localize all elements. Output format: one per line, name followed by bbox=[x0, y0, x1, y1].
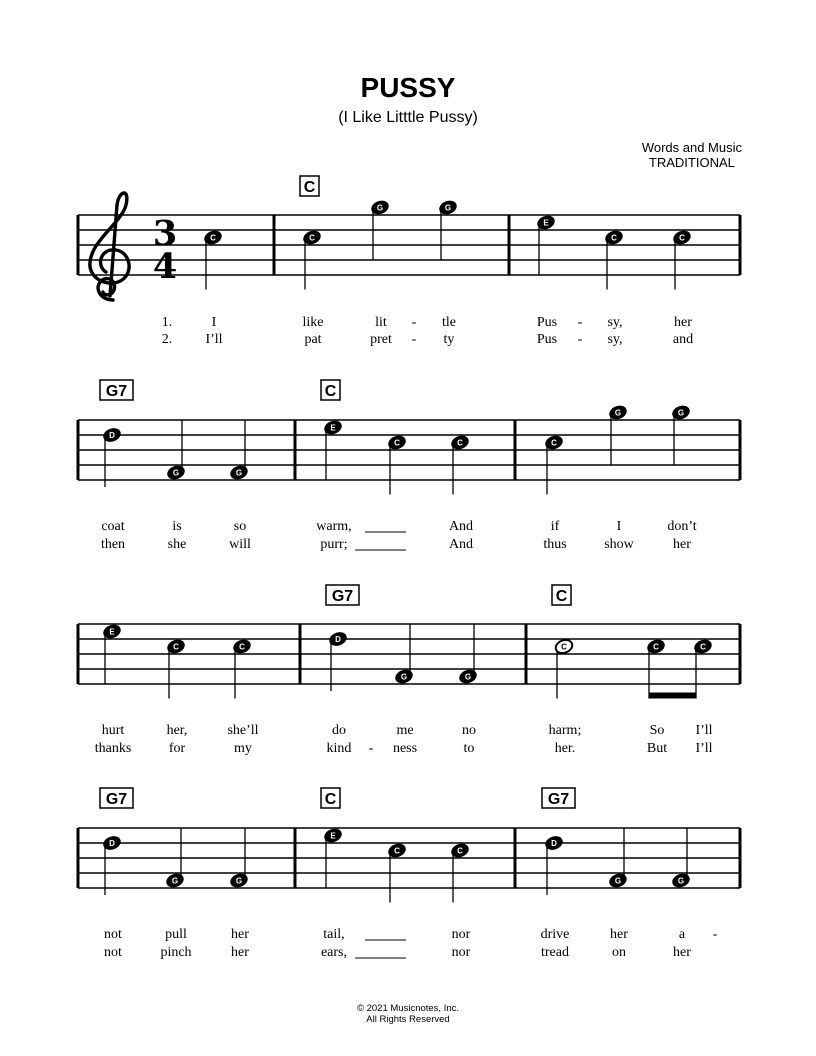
note-letter: D bbox=[109, 431, 115, 440]
lyric-verse-1: And bbox=[448, 519, 474, 534]
chord-symbol: C bbox=[303, 179, 316, 196]
note-letter: G bbox=[235, 876, 243, 886]
lyric-verse-2: my bbox=[234, 741, 252, 756]
lyric-verse-1: I’ll bbox=[695, 723, 713, 738]
lyric-verse-1: lit bbox=[375, 315, 387, 330]
lyric-verse-2: sy, bbox=[607, 332, 623, 347]
note-letter: C bbox=[679, 233, 685, 243]
lyric-verse-2: ness bbox=[392, 741, 418, 756]
lyric-verse-2: pat bbox=[304, 332, 322, 347]
note-letter: G bbox=[614, 876, 622, 886]
lyric-hyphen: - bbox=[577, 315, 583, 330]
lyric-verse-2: not bbox=[104, 945, 122, 960]
lyric-verse-1: her bbox=[231, 927, 249, 942]
lyric-verse-2: thanks bbox=[94, 741, 132, 756]
lyric-verse-2: And bbox=[448, 537, 474, 552]
lyric-verse-1: drive bbox=[540, 927, 570, 942]
note-head bbox=[670, 871, 691, 889]
note-letter: C bbox=[309, 233, 315, 243]
staff-system bbox=[78, 176, 740, 347]
copyright-line-1: © 2021 Musicnotes, Inc. bbox=[356, 1003, 460, 1014]
treble-clef-icon bbox=[90, 193, 129, 300]
note-letter: G bbox=[172, 468, 180, 478]
note-letter: D bbox=[109, 839, 115, 848]
note-letter: G bbox=[444, 203, 452, 213]
note-letter: C bbox=[239, 642, 245, 652]
note-letter: G bbox=[614, 408, 622, 418]
note-letter: G bbox=[677, 876, 685, 886]
credit-line-2: TRADITIONAL bbox=[648, 155, 735, 170]
note-letter: D bbox=[551, 839, 557, 848]
verse-number: 1. bbox=[161, 315, 173, 330]
note-letter: C bbox=[210, 233, 216, 243]
note-head bbox=[457, 667, 478, 685]
lyric-verse-1: tle bbox=[442, 315, 456, 330]
note-letter: C bbox=[551, 438, 557, 448]
lyric-verse-2: purr; bbox=[320, 537, 348, 552]
time-signature-bottom: 4 bbox=[152, 246, 178, 287]
lyric-verse-1: do bbox=[332, 723, 346, 738]
lyric-verse-2: show bbox=[604, 537, 634, 552]
lyric-verse-1: not bbox=[104, 927, 122, 942]
staff-system bbox=[78, 788, 740, 960]
note-letter: C bbox=[457, 438, 463, 448]
lyric-verse-2: I’ll bbox=[205, 332, 223, 347]
note-beam bbox=[649, 693, 696, 699]
lyric-verse-2: then bbox=[100, 537, 126, 552]
copyright-line-2: All Rights Reserved bbox=[366, 1014, 450, 1025]
lyric-verse-1: no bbox=[462, 723, 476, 738]
note-letter: C bbox=[700, 642, 706, 652]
lyric-hyphen: - bbox=[368, 741, 374, 756]
lyric-verse-2: for bbox=[168, 741, 186, 756]
note-letter: C bbox=[173, 642, 179, 652]
lyric-verse-1: her, bbox=[166, 723, 188, 738]
lyric-verse-1: don’t bbox=[667, 519, 697, 534]
chord-symbol: C bbox=[324, 383, 337, 400]
note-head bbox=[164, 871, 185, 889]
lyric-verse-1: her bbox=[610, 927, 628, 942]
chord-symbol: G7 bbox=[105, 383, 128, 400]
lyric-verse-1: So bbox=[649, 723, 665, 738]
lyric-verse-1: like bbox=[302, 315, 324, 330]
lyric-hyphen: - bbox=[712, 927, 718, 942]
note-letter: G bbox=[376, 203, 384, 213]
lyric-verse-2: I’ll bbox=[695, 741, 713, 756]
staff-system bbox=[78, 585, 740, 756]
chord-symbol: G7 bbox=[547, 791, 570, 808]
note-head bbox=[228, 871, 249, 889]
chord-symbol: C bbox=[324, 791, 337, 808]
note-letter: G bbox=[171, 876, 179, 886]
lyric-verse-2: tread bbox=[541, 945, 569, 960]
note-head bbox=[165, 463, 186, 481]
lyric-verse-1: if bbox=[550, 519, 560, 534]
lyric-verse-1: I bbox=[211, 315, 217, 330]
lyric-verse-2: pinch bbox=[160, 945, 192, 960]
lyric-verse-1: tail, bbox=[323, 927, 345, 942]
lyric-verse-2: will bbox=[229, 537, 251, 552]
note-letter: G bbox=[677, 408, 685, 418]
song-subtitle: (I Like Litttle Pussy) bbox=[338, 109, 478, 126]
note-letter: G bbox=[400, 672, 408, 682]
lyric-verse-1: hurt bbox=[101, 723, 125, 738]
note-head bbox=[607, 871, 628, 889]
note-letter: D bbox=[335, 635, 341, 644]
note-letter: E bbox=[330, 831, 336, 841]
lyric-verse-2: pret bbox=[370, 332, 392, 347]
lyric-verse-2: Pus bbox=[536, 332, 558, 347]
time-signature-top: 3 bbox=[152, 213, 178, 254]
lyric-verse-2: her bbox=[673, 945, 691, 960]
lyric-verse-1: is bbox=[172, 519, 182, 534]
note-letter: C bbox=[457, 846, 463, 856]
credit-line-1: Words and Music bbox=[641, 140, 742, 155]
lyric-verse-2: her bbox=[231, 945, 249, 960]
lyric-verse-2: she bbox=[167, 537, 187, 552]
lyric-verse-1: nor bbox=[451, 927, 471, 942]
lyric-verse-2: her. bbox=[554, 741, 576, 756]
lyric-verse-1: a bbox=[678, 927, 686, 942]
note-letter: E bbox=[543, 218, 549, 228]
lyric-verse-2: and bbox=[672, 332, 694, 347]
note-letter: C bbox=[394, 846, 400, 856]
lyric-verse-2: ty bbox=[443, 332, 455, 347]
lyric-verse-2: thus bbox=[543, 537, 567, 552]
chord-symbol: C bbox=[555, 588, 568, 605]
lyric-verse-2: to bbox=[463, 741, 475, 756]
lyric-verse-1: Pus bbox=[536, 315, 558, 330]
lyric-verse-1: coat bbox=[101, 519, 125, 534]
lyric-hyphen: - bbox=[411, 315, 417, 330]
score-systems bbox=[78, 176, 740, 960]
lyric-verse-2: ears, bbox=[320, 945, 348, 960]
note-letter: E bbox=[330, 423, 336, 433]
note-letter: C bbox=[394, 438, 400, 448]
lyric-verse-2: But bbox=[646, 741, 668, 756]
lyric-verse-2: her bbox=[673, 537, 691, 552]
lyric-verse-1: her bbox=[674, 315, 692, 330]
lyric-verse-1: pull bbox=[165, 927, 187, 942]
lyric-verse-1: harm; bbox=[548, 723, 582, 738]
chord-symbol: G7 bbox=[105, 791, 128, 808]
note-letter: C bbox=[611, 233, 617, 243]
note-letter: C bbox=[561, 642, 567, 652]
staff-system bbox=[78, 380, 740, 552]
note-head bbox=[393, 667, 414, 685]
lyric-verse-1: she’ll bbox=[227, 723, 259, 738]
lyric-hyphen: - bbox=[577, 332, 583, 347]
note-letter: G bbox=[464, 672, 472, 682]
lyric-verse-2: on bbox=[612, 945, 626, 960]
lyric-verse-1: I bbox=[616, 519, 622, 534]
note-letter: E bbox=[109, 627, 115, 637]
lyric-hyphen: - bbox=[411, 332, 417, 347]
lyric-verse-2: kind bbox=[326, 741, 352, 756]
note-letter: G bbox=[235, 468, 243, 478]
chord-symbol: G7 bbox=[331, 588, 354, 605]
song-title: PUSSY bbox=[360, 72, 456, 103]
lyric-verse-1: warm, bbox=[316, 519, 352, 534]
lyric-verse-1: sy, bbox=[607, 315, 623, 330]
lyric-verse-1: me bbox=[396, 723, 414, 738]
note-head bbox=[228, 463, 249, 481]
lyric-verse-2: nor bbox=[451, 945, 471, 960]
verse-number: 2. bbox=[161, 332, 173, 347]
lyric-verse-1: so bbox=[233, 519, 247, 534]
note-letter: C bbox=[653, 642, 659, 652]
